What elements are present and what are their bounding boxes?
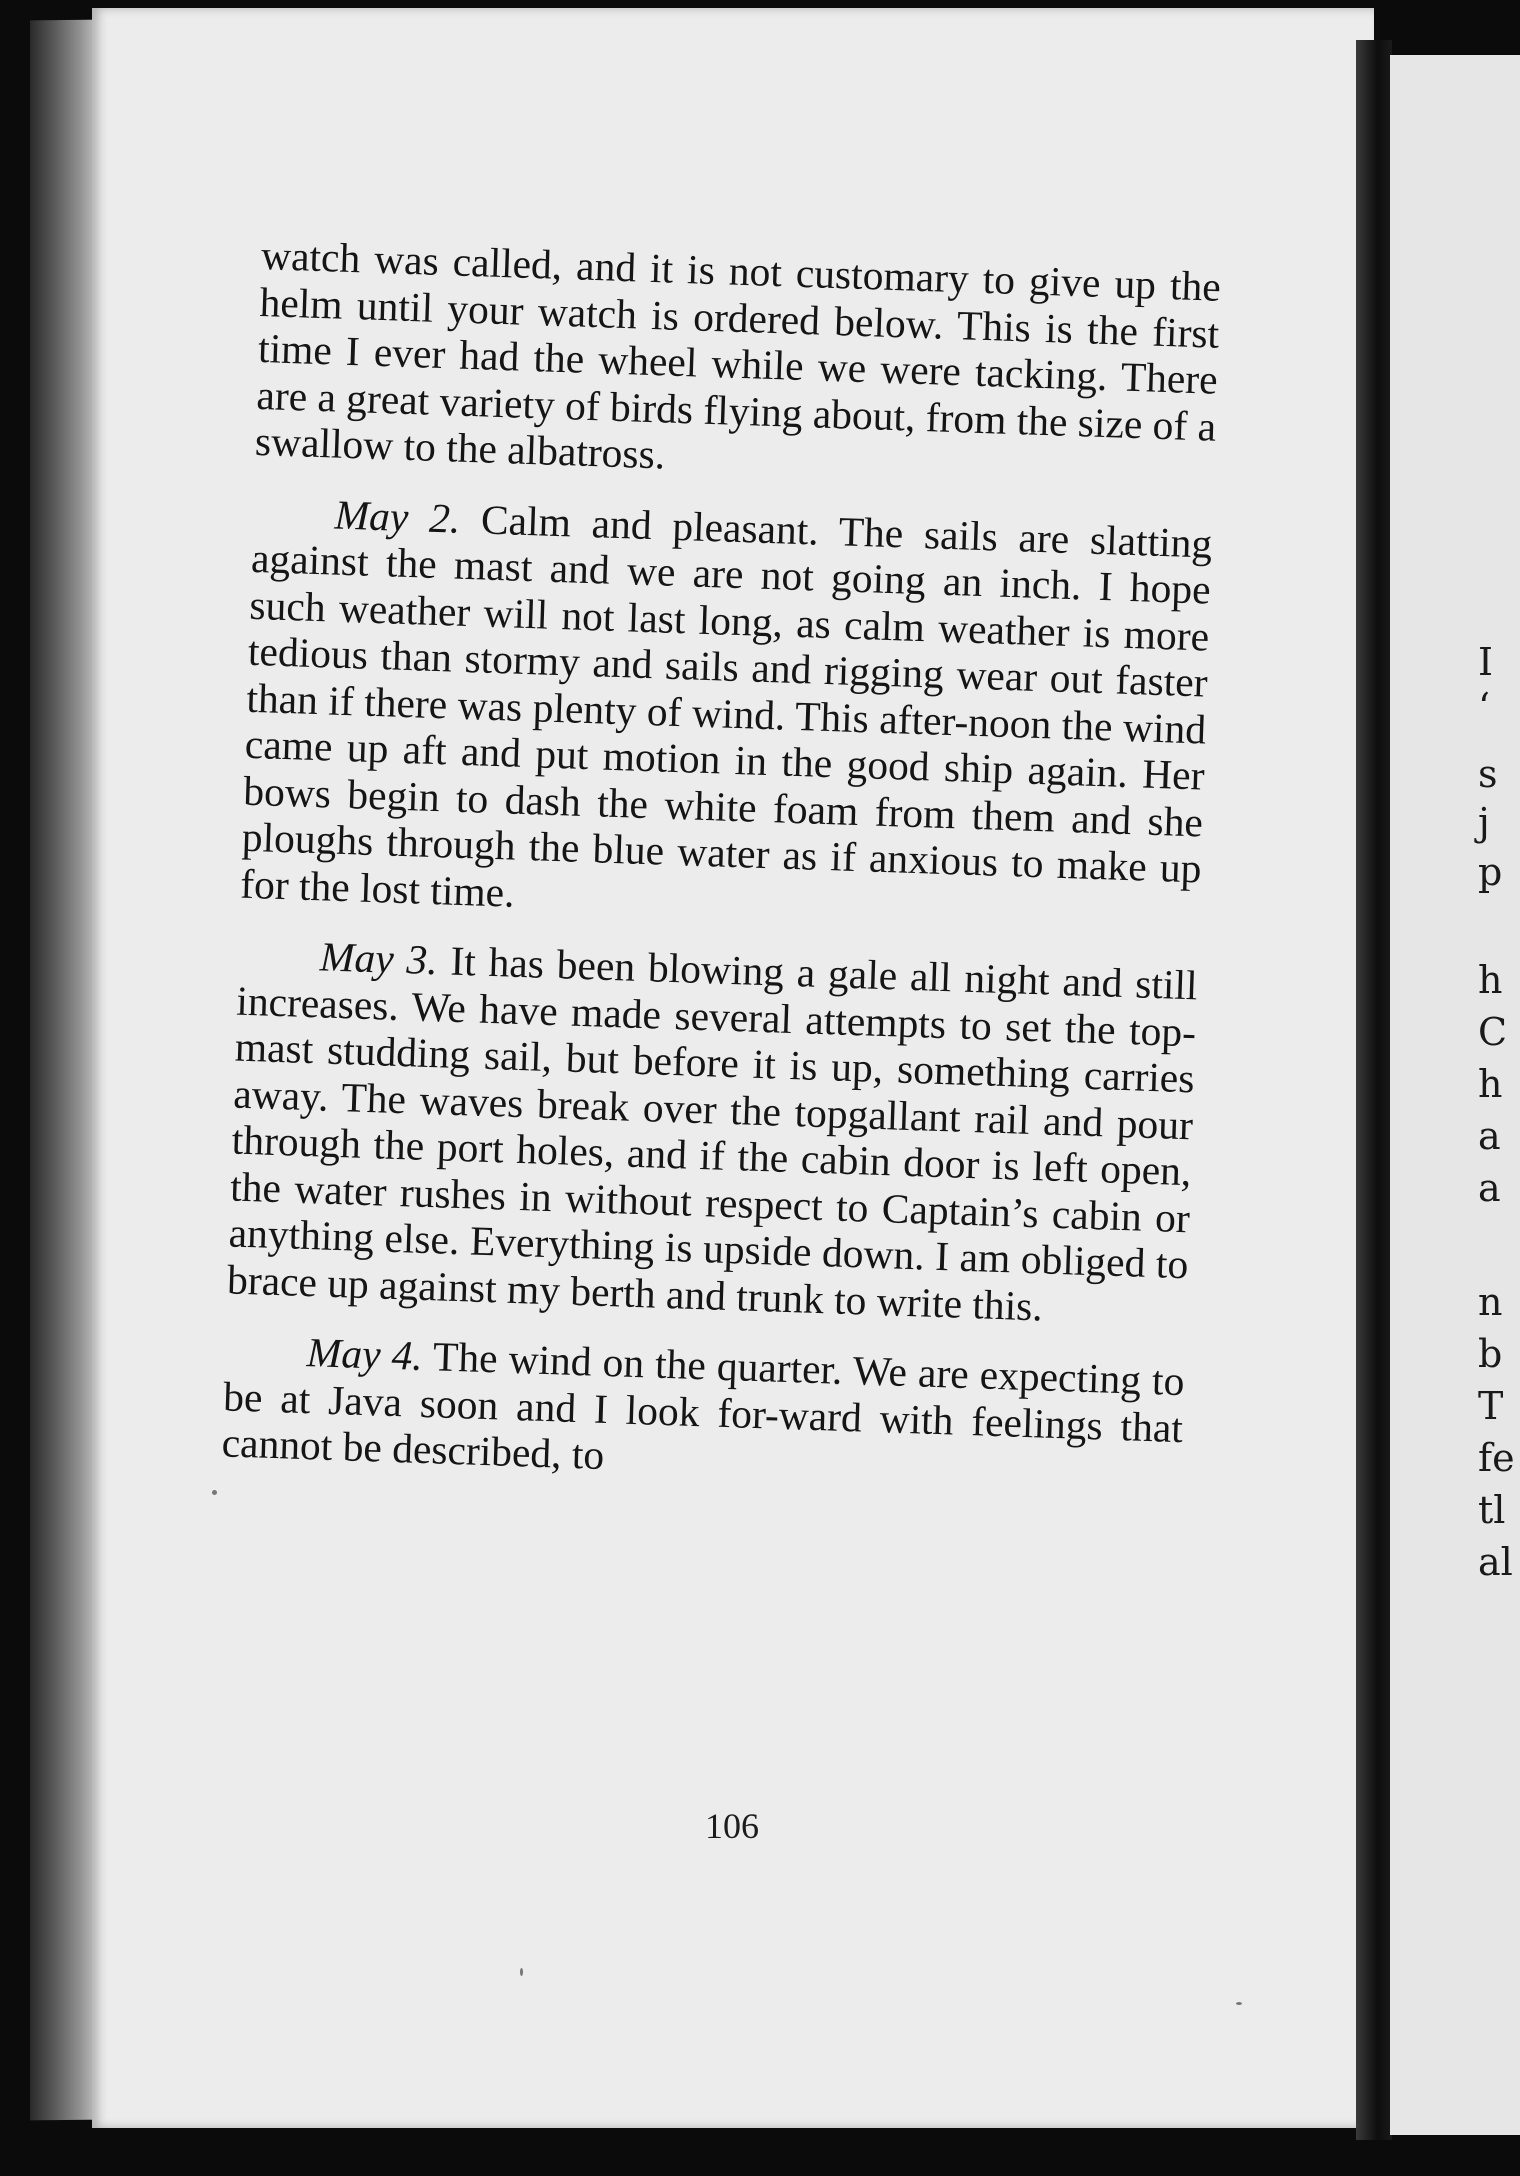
scan-speck [212,1490,217,1495]
fragment: p [1478,850,1503,894]
page-number: 106 [705,1806,759,1846]
fragment: I [1478,640,1494,684]
fragment: j [1478,800,1490,844]
fragment: a [1478,1166,1501,1210]
fragment: fe [1478,1436,1515,1480]
paragraph-continuation [254,232,1221,496]
entry-date: May 4. [306,1329,424,1379]
fragment: b [1478,1332,1503,1376]
fragment: tl [1478,1488,1506,1532]
fragment: a [1478,1114,1501,1158]
paragraph-text: watch was called, and it is not customary to give up the helm until your watch is ordered below. This is the first time I ever had the wheel while we were tacking. There are a great variety of birds flying about, from the size of a swallow to the albatross. [254,232,1222,478]
entry-text: It has been blowing a gale all night and still increases. We have made several attempts to set the top-mast studding sail, but before it is up, something carries away. The waves break over the topgallant rail and pour through the port holes, and if the cabin door is left open, the water rushes in without respect to Captain’s cabin or anything else. Everything is upside down. I am obliged to brace up against my berth and trunk to write this. [226,937,1199,1329]
diary-entry-may-2 [240,488,1213,938]
entry-text: The wind on the quarter. We are expecting to be at Java soon and I look for-ward with feelings that cannot be described, to [221,1332,1186,1479]
entry-date: May 2. [333,491,462,542]
fragment: ‘ [1478,685,1491,729]
fragment: T [1478,1384,1504,1428]
page-text [220,232,1221,1522]
book-page-edges [30,20,100,2121]
fragment: h [1478,1062,1503,1106]
fragment: al [1478,1540,1513,1584]
fragment: s [1478,752,1498,796]
fragment: C [1478,1010,1508,1054]
entry-date: May 3. [319,933,439,984]
scan-speck [520,1968,523,1976]
entry-text: Calm and pleasant. The sails are slatting against the mast and we are not going an inch. I hope such weather will not last long, as calm weather is more tedious than stormy and sails and rigging wear out faster than if there was plenty of wind. This after-noon the wind came up aft and put motion in the good ship again. Her bows begin to dash the white foam from them and she ploughs through the blue water as if anxious to make up for the lost time. [239,495,1213,916]
book-gutter [1356,40,1392,2140]
scan-speck [1236,2002,1242,2005]
diary-entry-may-3 [226,931,1198,1335]
fragment: h [1478,958,1503,1002]
diary-entry-may-4 [221,1326,1185,1497]
fragment: n [1478,1280,1503,1324]
